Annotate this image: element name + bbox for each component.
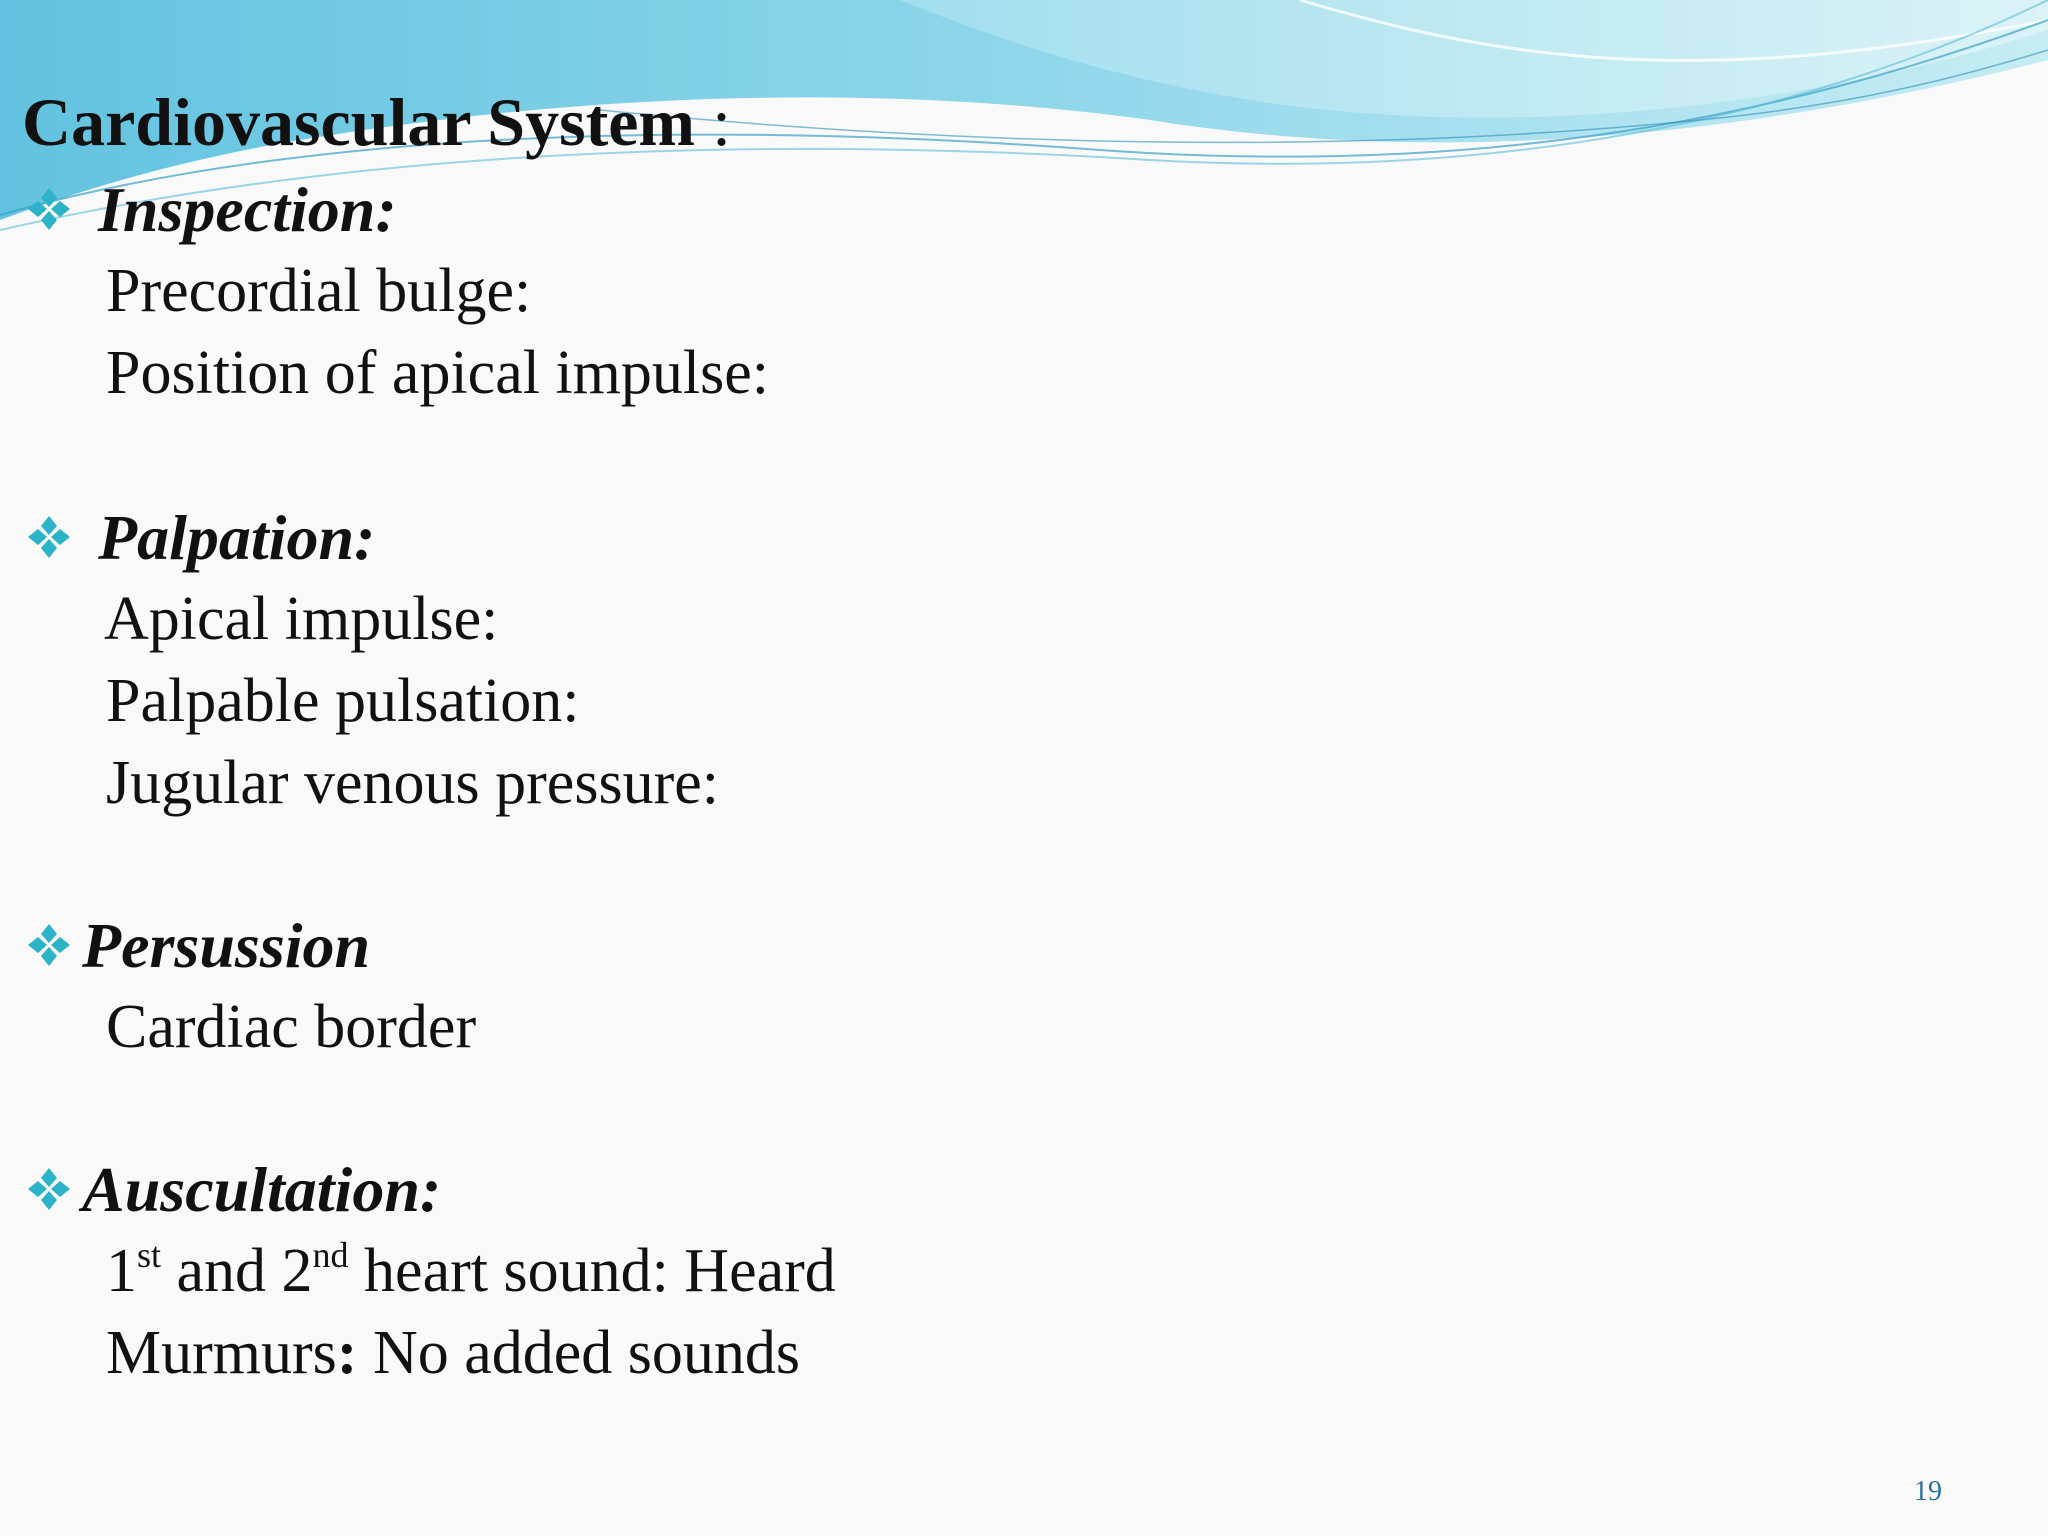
list-item: Jugular venous pressure: (106, 749, 719, 817)
list-item-heart-sound (106, 1235, 836, 1305)
list-item: Apical impulse: (104, 585, 499, 653)
slide-title-text: Cardiovascular System (22, 84, 696, 160)
slide-title (22, 84, 731, 160)
list-item: Cardiac border (106, 993, 477, 1061)
heart-sound-and: and 2 (161, 1237, 313, 1305)
heart-sound-n1: 1 (106, 1237, 137, 1305)
diamond-bullet-icon (26, 922, 72, 968)
section-heading-percussion: Persussion (82, 910, 371, 981)
diamond-bullet-icon (26, 186, 72, 232)
heart-sound-sup1: st (137, 1235, 162, 1275)
list-item-murmurs (106, 1319, 801, 1387)
section-heading-palpation: Palpation: (98, 502, 376, 573)
murmurs-value: No added sounds (357, 1319, 801, 1387)
list-item: Palpable pulsation: (106, 667, 580, 735)
list-item: Precordial bulge: (106, 257, 532, 325)
slide-title-colon: : (695, 84, 731, 160)
murmurs-label: Murmurs (106, 1319, 337, 1387)
murmurs-colon: : (336, 1319, 358, 1387)
diamond-bullet-icon (26, 514, 72, 560)
list-item: Position of apical impulse: (106, 339, 769, 407)
section-heading-auscultation: Auscultation: (82, 1154, 442, 1225)
heart-sound-rest: heart sound: Heard (348, 1237, 836, 1305)
diamond-bullet-icon (26, 1166, 72, 1212)
heart-sound-sup2: nd (312, 1235, 349, 1275)
page-number: 19 (1914, 1476, 1942, 1507)
section-heading-inspection: Inspection: (98, 174, 397, 245)
